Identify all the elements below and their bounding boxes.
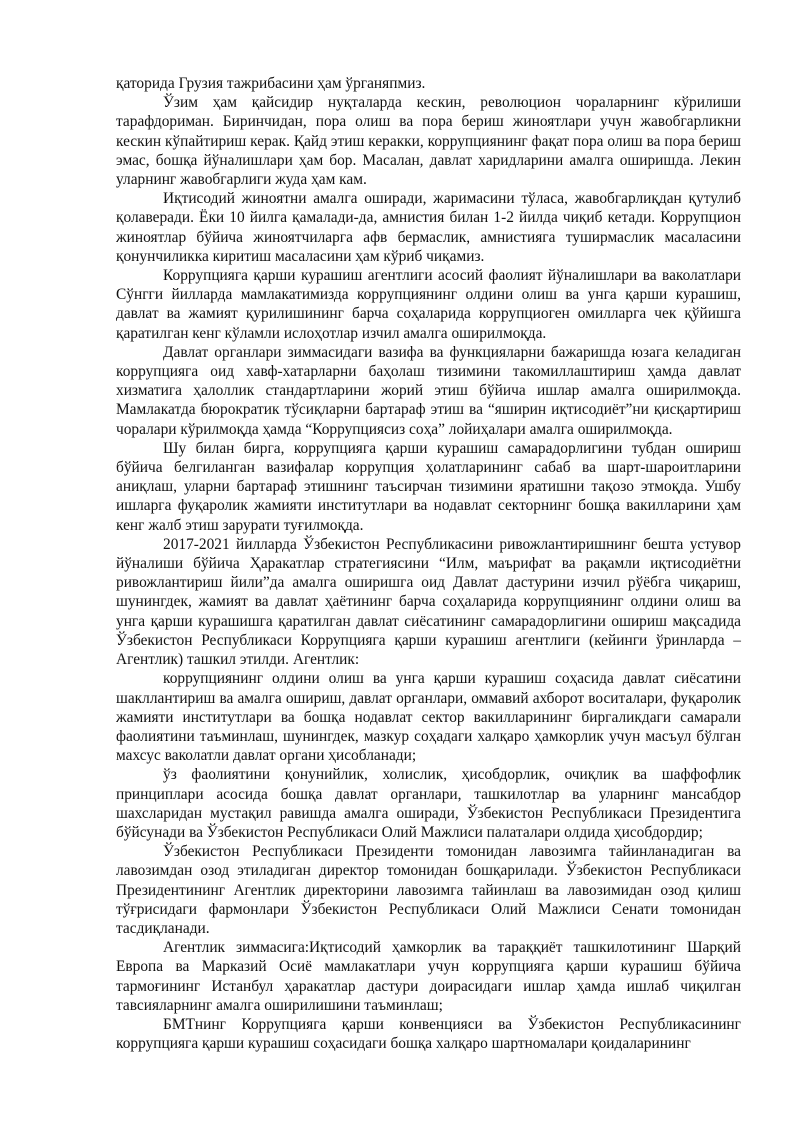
paragraph-9: ўз фаолиятини қонунийлик, холислик, ҳисобдорлик, очиқлик ва шаффофлик принциплари асосида бошқа давлат органлари, ташкилотлар ва уларнинг мансабдор шахсларидан мустақил равишда амалга оширади, Ўзбекистон Республикаси Президентига бўйсунади ва Ўзбекистон Республикаси Олий Мажлиси палаталари олдида ҳисобдордир; <box>116 766 741 841</box>
paragraph-2: Ўзим ҳам қайсидир нуқталарда кескин, революцион чораларнинг кўрилиши тарафдориман. Биринчидан, пора олиш ва пора бериш жиноятлари учун жавобгарликни кескин кўпайтириш керак. Қайд этиш керакки, коррупциянинг фақат пора олиш ва пора бериш эмас, бошқа йўналишлари ҳам бор. Масалан, давлат харидларини амалга оширишда. Лекин уларнинг жавобгарлиги жуда ҳам кам. <box>116 94 741 189</box>
paragraph-6: Шу билан бирга, коррупцияга қарши курашиш самарадорлигини тубдан ошириш бўйича белгиланган вазифалар коррупция ҳолатларининг сабаб ва шарт-шароитларини аниқлаш, уларни бартараф этишнинг таъсирчан тизимини яратишни тақозо этмоқда. Ушбу ишларга фуқаролик жамияти институтлари ва нодавлат секторнинг бошқа вакилларини ҳам кенг жалб этиш зарурати туғилмоқда. <box>116 439 741 534</box>
paragraph-7: 2017-2021 йилларда Ўзбекистон Республикасини ривожлантиришнинг бешта устувор йўналиши бўйича Ҳаракатлар стратегиясини “Илм, маърифат ва рақамли иқтисодиётни ривожлантириш йили”да амалга оширишга оид Давлат дастурини изчил рўёбга чиқариш, шунингдек, жамият ва давлат ҳаётининг барча соҳаларида коррупциянинг олдини олиш ва унга қарши курашишга қаратилган давлат сиёсатининг самарадорлигини ошириш мақсадида Ўзбекистон Республикаси Коррупцияга қарши курашиш агентлиги (кейинги ўринларда – Агентлик) ташкил этилди. Агентлик: <box>116 535 741 669</box>
paragraph-12: БМТнинг Коррупцияга қарши конвенцияси ва Ўзбекистон Республикасининг коррупцияга қарши курашиш соҳасидаги бошқа халқаро шартномалари қоидаларининг <box>116 1015 741 1053</box>
paragraph-4: Коррупцияга қарши курашиш агентлиги асосий фаолият йўналишлари ва ваколатлари Сўнгги йилларда мамлакатимизда коррупциянинг олдини олиш ва унга қарши курашиш, давлат ва жамият қурилишининг барча соҳаларида коррупциоген омилларга чек қўйишга қаратилган кенг кўламли ислоҳотлар изчил амалга оширилмоқда. <box>116 267 741 342</box>
paragraph-3: Иқтисодий жиноятни амалга оширади, жаримасини тўласа, жавобгарлиқдан қутулиб қолаверади. Ёки 10 йилга қамалади-да, амнистия билан 1-2 йилда чиқиб кетади. Коррупцион жиноятлар бўйича жиноятчиларга афв бермаслик, амнистияга туширмаслик масаласини қонунчиликка киритиш масаласини ҳам кўриб чиқамиз. <box>116 190 741 265</box>
document-page <box>116 74 741 1053</box>
paragraph-5: Давлат органлари зиммасидаги вазифа ва функцияларни бажаришда юзага келадиган коррупцияга оид хавф-хатарларни баҳолаш тизимини такомиллаштириш ҳамда давлат хизматига ҳалоллик стандартларини жорий этиш бўйича ишлар амалга оширилмоқда. Мамлакатда бюрократик тўсиқларни бартараф этиш ва “яширин иқтисодиёт”ни қисқартириш чоралари кўрилмоқда ҳамда “Коррупциясиз соҳа” лойиҳалари амалга оширилмоқда. <box>116 343 741 438</box>
paragraph-8: коррупциянинг олдини олиш ва унга қарши курашиш соҳасида давлат сиёсатини шакллантириш ва амалга ошириш, давлат органлари, оммавий ахборот воситалари, фуқаролик жамияти институтлари ва бошқа нодавлат сектор вакилларининг биргаликдаги самарали фаолиятини таъминлаш, шунингдек, мазкур соҳадаги халқаро ҳамкорлик учун масъул бўлган махсус ваколатли давлат органи ҳисобланади; <box>116 670 741 765</box>
paragraph-11: Агентлик зиммасига:Иқтисодий ҳамкорлик ва тараққиёт ташкилотининг Шарқий Европа ва Марказий Осиё мамлакатлари учун коррупцияга қарши курашиш бўйича тармоғининг Истанбул ҳаракатлар дастури доирасидаги ишлар ҳамда ишлаб чиқилган тавсияларнинг амалга оширилишини таъминлаш; <box>116 939 741 1014</box>
paragraph-10: Ўзбекистон Республикаси Президенти томонидан лавозимга тайинланадиган ва лавозимдан озод этиладиган директор томонидан бошқарилади. Ўзбекистон Республикаси Президентининг Агентлик директорини лавозимга тайинлаш ва лавозимидан озод қилиш тўғрисидаги фармонлари Ўзбекистон Республикаси Олий Мажлиси Сенати томонидан тасдиқланади. <box>116 843 741 937</box>
paragraph-1: қаторида Грузия тажрибасини ҳам ўрганяпмиз. <box>116 75 426 92</box>
